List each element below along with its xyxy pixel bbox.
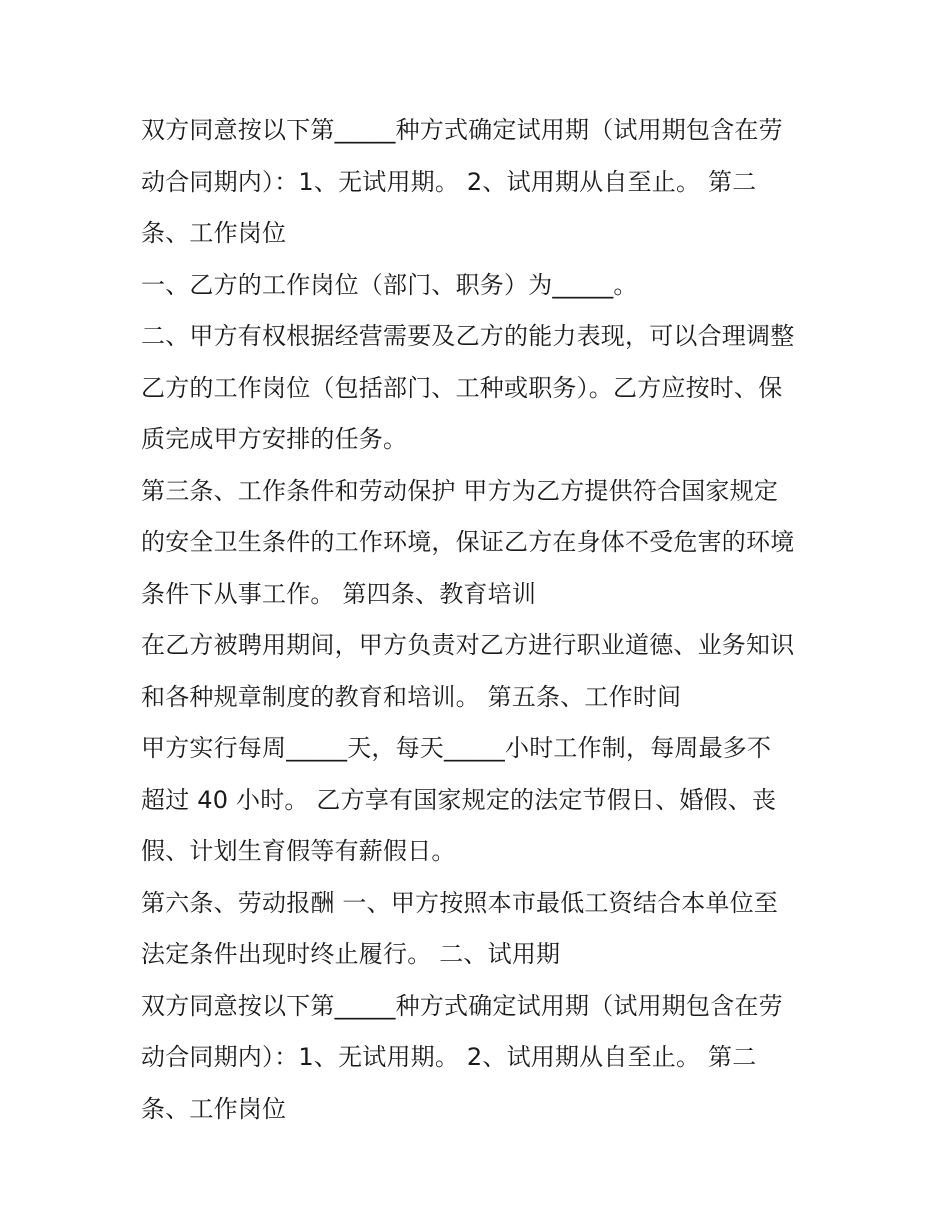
text-line: 条、工作岗位: [141, 1094, 287, 1123]
text-line: 质完成甲方安排的任务。: [141, 425, 408, 453]
text-line: 法定条件出现时终止履行。 二、试用期: [141, 940, 561, 968]
text-line: 超过 40 小时。 乙方享有国家规定的法定节假日、婚假、丧: [141, 785, 777, 814]
text-line: 双方同意按以下第_____种方式确定试用期（试用期包含在劳: [141, 116, 783, 144]
text-line: 动合同期内）：1、无试用期。 2、试用期从自至止。 第二: [141, 167, 757, 196]
text-line: 一、乙方的工作岗位（部门、职务）为_____。: [141, 270, 638, 299]
text-line: 双方同意按以下第_____种方式确定试用期（试用期包含在劳: [141, 991, 783, 1020]
text-line: 和各种规章制度的教育和培训。 第五条、工作时间: [141, 682, 682, 711]
text-line: 条件下从事工作。 第四条、教育培训: [141, 579, 537, 608]
text-line: 甲方实行每周_____天，每天_____小时工作制，每周最多不: [141, 734, 772, 762]
text-line: 乙方的工作岗位（包括部门、工种或职务）。乙方应按时、保: [141, 373, 783, 402]
text-line: 动合同期内）：1、无试用期。 2、试用期从自至止。 第二: [141, 1043, 757, 1071]
text-line: 第六条、劳动报酬 一、甲方按照本市最低工资结合本单位至: [141, 888, 779, 917]
text-line: 条、工作岗位: [141, 219, 287, 247]
text-line: 在乙方被聘用期间，甲方负责对乙方进行职业道德、业务知识: [141, 631, 795, 659]
text-line: 二、甲方有权根据经营需要及乙方的能力表现，可以合理调整: [141, 322, 795, 350]
text-line: 的安全卫生条件的工作环境，保证乙方在身体不受危害的环境: [141, 528, 795, 556]
document-body: [141, 105, 821, 1135]
text-line: 第三条、工作条件和劳动保护 甲方为乙方提供符合国家规定: [141, 476, 779, 505]
text-line: 假、计划生育假等有薪假日。: [141, 837, 456, 865]
